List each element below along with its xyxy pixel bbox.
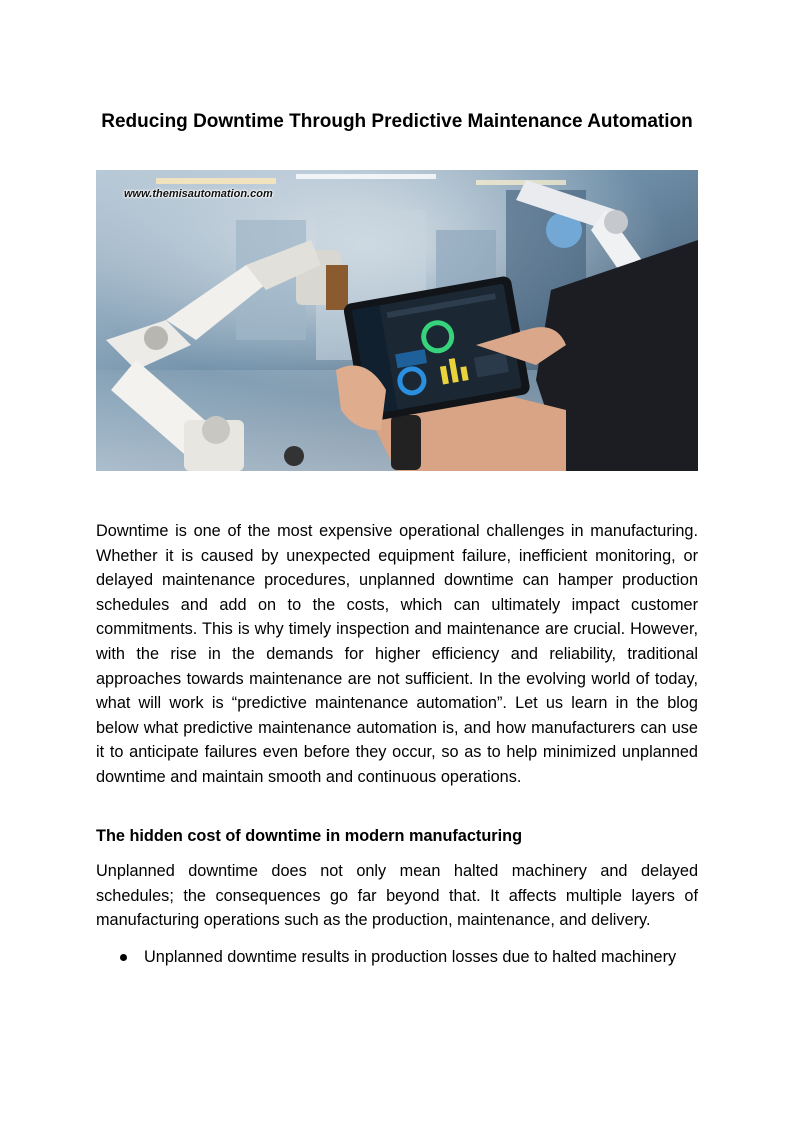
intro-paragraph: Downtime is one of the most expensive operational challenges in manufacturing. Whether it is caused by unexpected equipment failure, inefficient monitoring, or delayed maintenance procedures, unplanned downtime can hamper production schedules and add on to the costs, which can ultimately impact customer commitments. This is why timely inspection and maintenance are crucial. However, with the rise in the demands for higher efficiency and reliability, traditional approaches towards maintenance are not sufficient. In the evolving world of today, what will work is “predictive maintenance automation”. Let us learn in the blog below what predictive maintenance automation is, and how manufacturers can use it to anticipate failures even before they occur, so as to help minimized unplanned downtime and maintain smooth and continuous operations. [96,522,698,786]
section-paragraph: Unplanned downtime does not only mean halted machinery and delayed schedules; the consequences go far beyond that. It affects multiple layers of manufacturing operations such as the production, maintenance, and delivery. [96,862,698,930]
list-item [96,945,698,970]
factory-tablet-illustration [96,170,698,471]
hero-image [96,170,698,471]
bullet-list [96,945,698,970]
page-title: Reducing Downtime Through Predictive Maintenance Automation [101,110,693,132]
list-item-text: Unplanned downtime results in production losses due to halted machinery [144,948,677,966]
bullet-icon [120,954,127,961]
section-heading: The hidden cost of downtime in modern manufacturing [96,827,523,845]
image-watermark: www.themisautomation.com [124,188,273,200]
